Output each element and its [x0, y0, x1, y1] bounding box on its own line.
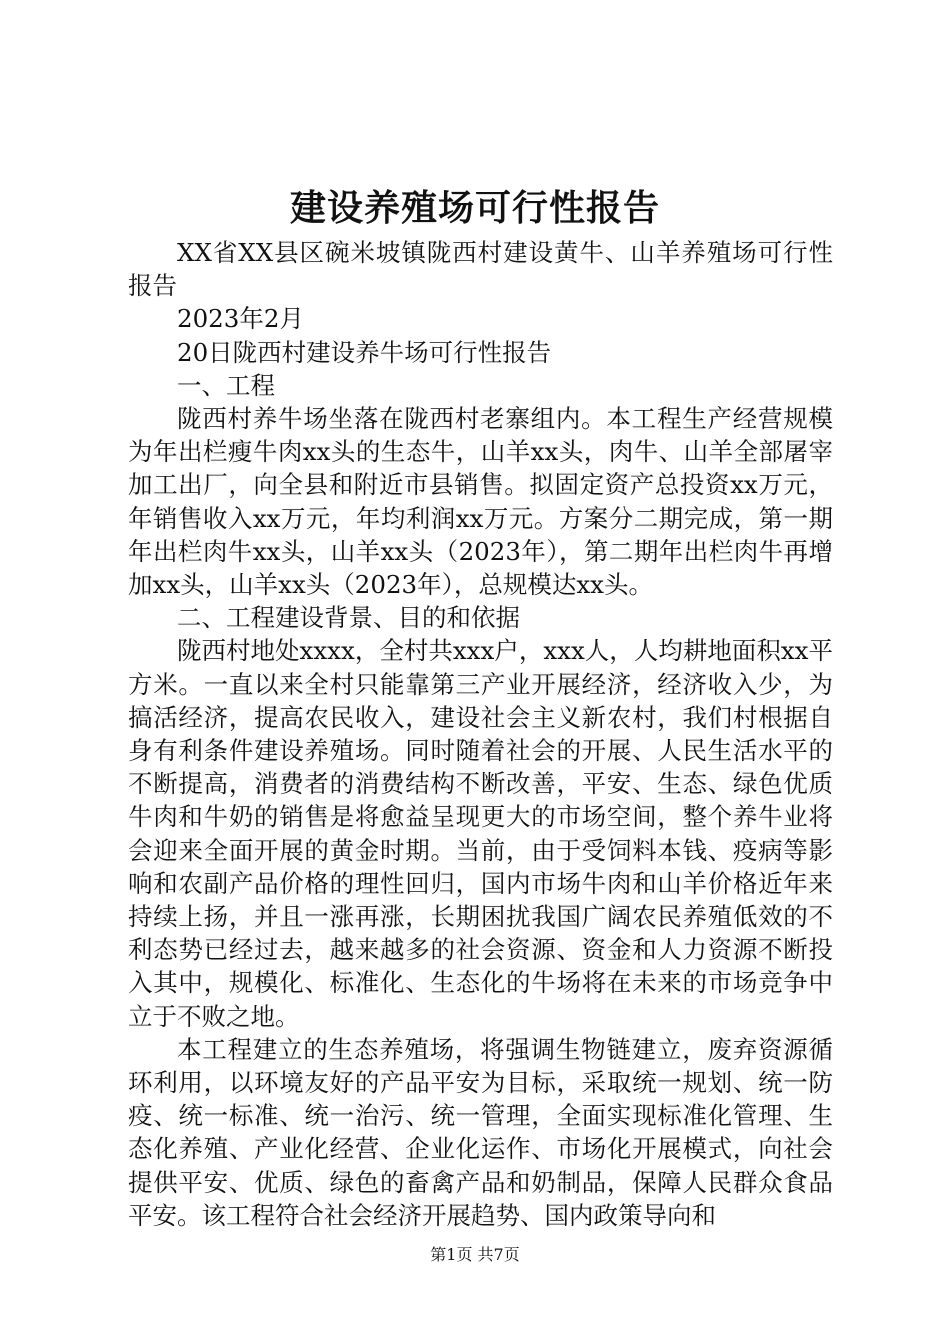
paragraph-intro: XX省XX县区碗米坡镇陇西村建设黄牛、山羊养殖场可行性报告 [128, 238, 833, 301]
page-footer: 第1页 共7页 [430, 1245, 520, 1264]
section-heading-project: 一、工程 [177, 370, 275, 400]
document-body [128, 236, 833, 1232]
paragraph-date: 2023年2月 [177, 304, 304, 334]
paragraph-project: 陇西村养牛场坐落在陇西村老寨组内。本工程生产经营规模为年出栏瘦牛肉xx头的生态牛，山羊xx头，肉牛、山羊全部屠宰加工出厂，向全县和附近市县销售。拟固定资产总投资xx万元，年销售收入xx万元，年均利润xx万元。方案分二期完成，第一期年出栏肉牛xx头，山羊xx头（2023年），第二期年出栏肉牛再增加xx头，山羊xx头（2023年），总规模达xx头。 [128, 404, 833, 600]
paragraph-background: 陇西村地处xxxx，全村共xxx户，xxx人，人均耕地面积xx平方米。一直以来全村只能靠第三产业开展经济，经济收入少，为搞活经济，提高农民收入，建设社会主义新农村，我们村根据自身有利条件建设养殖场。同时随着社会的开展、人民生活水平的不断提高，消费者的消费结构不断改善，平安、生态、绿色优质牛肉和牛奶的销售是将愈益呈现更大的市场空间，整个养牛业将会迎来全面开展的黄金时期。当前，由于受饲料本钱、疫病等影响和农副产品价格的理性回归，国内市场牛肉和山羊价格近年来持续上扬，并且一涨再涨，长期困扰我国广阔农民养殖低效的不利态势已经过去，越来越多的社会资源、资金和人力资源不断投入其中，规模化、标准化、生态化的牛场将在未来的市场竞争中立于不败之地。 [128, 636, 833, 1031]
section-heading-background: 二、工程建设背景、目的和依据 [177, 603, 520, 633]
paragraph-subtitle: 20日陇西村建设养牛场可行性报告 [177, 337, 552, 367]
paragraph-goals: 本工程建立的生态养殖场，将强调生物链建立，废弃资源循环利用，以环境友好的产品平安为目标，采取统一规划、统一防疫、统一标准、统一治污、统一管理，全面实现标准化管理、生态化养殖、产业化经营、企业化运作、市场化开展模式，向社会提供平安、优质、绿色的畜禽产品和奶制品，保障人民群众食品平安。该工程符合社会经济开展趋势、国内政策导向和 [128, 1034, 833, 1230]
document-title: 建设养殖场可行性报告 [289, 187, 660, 229]
